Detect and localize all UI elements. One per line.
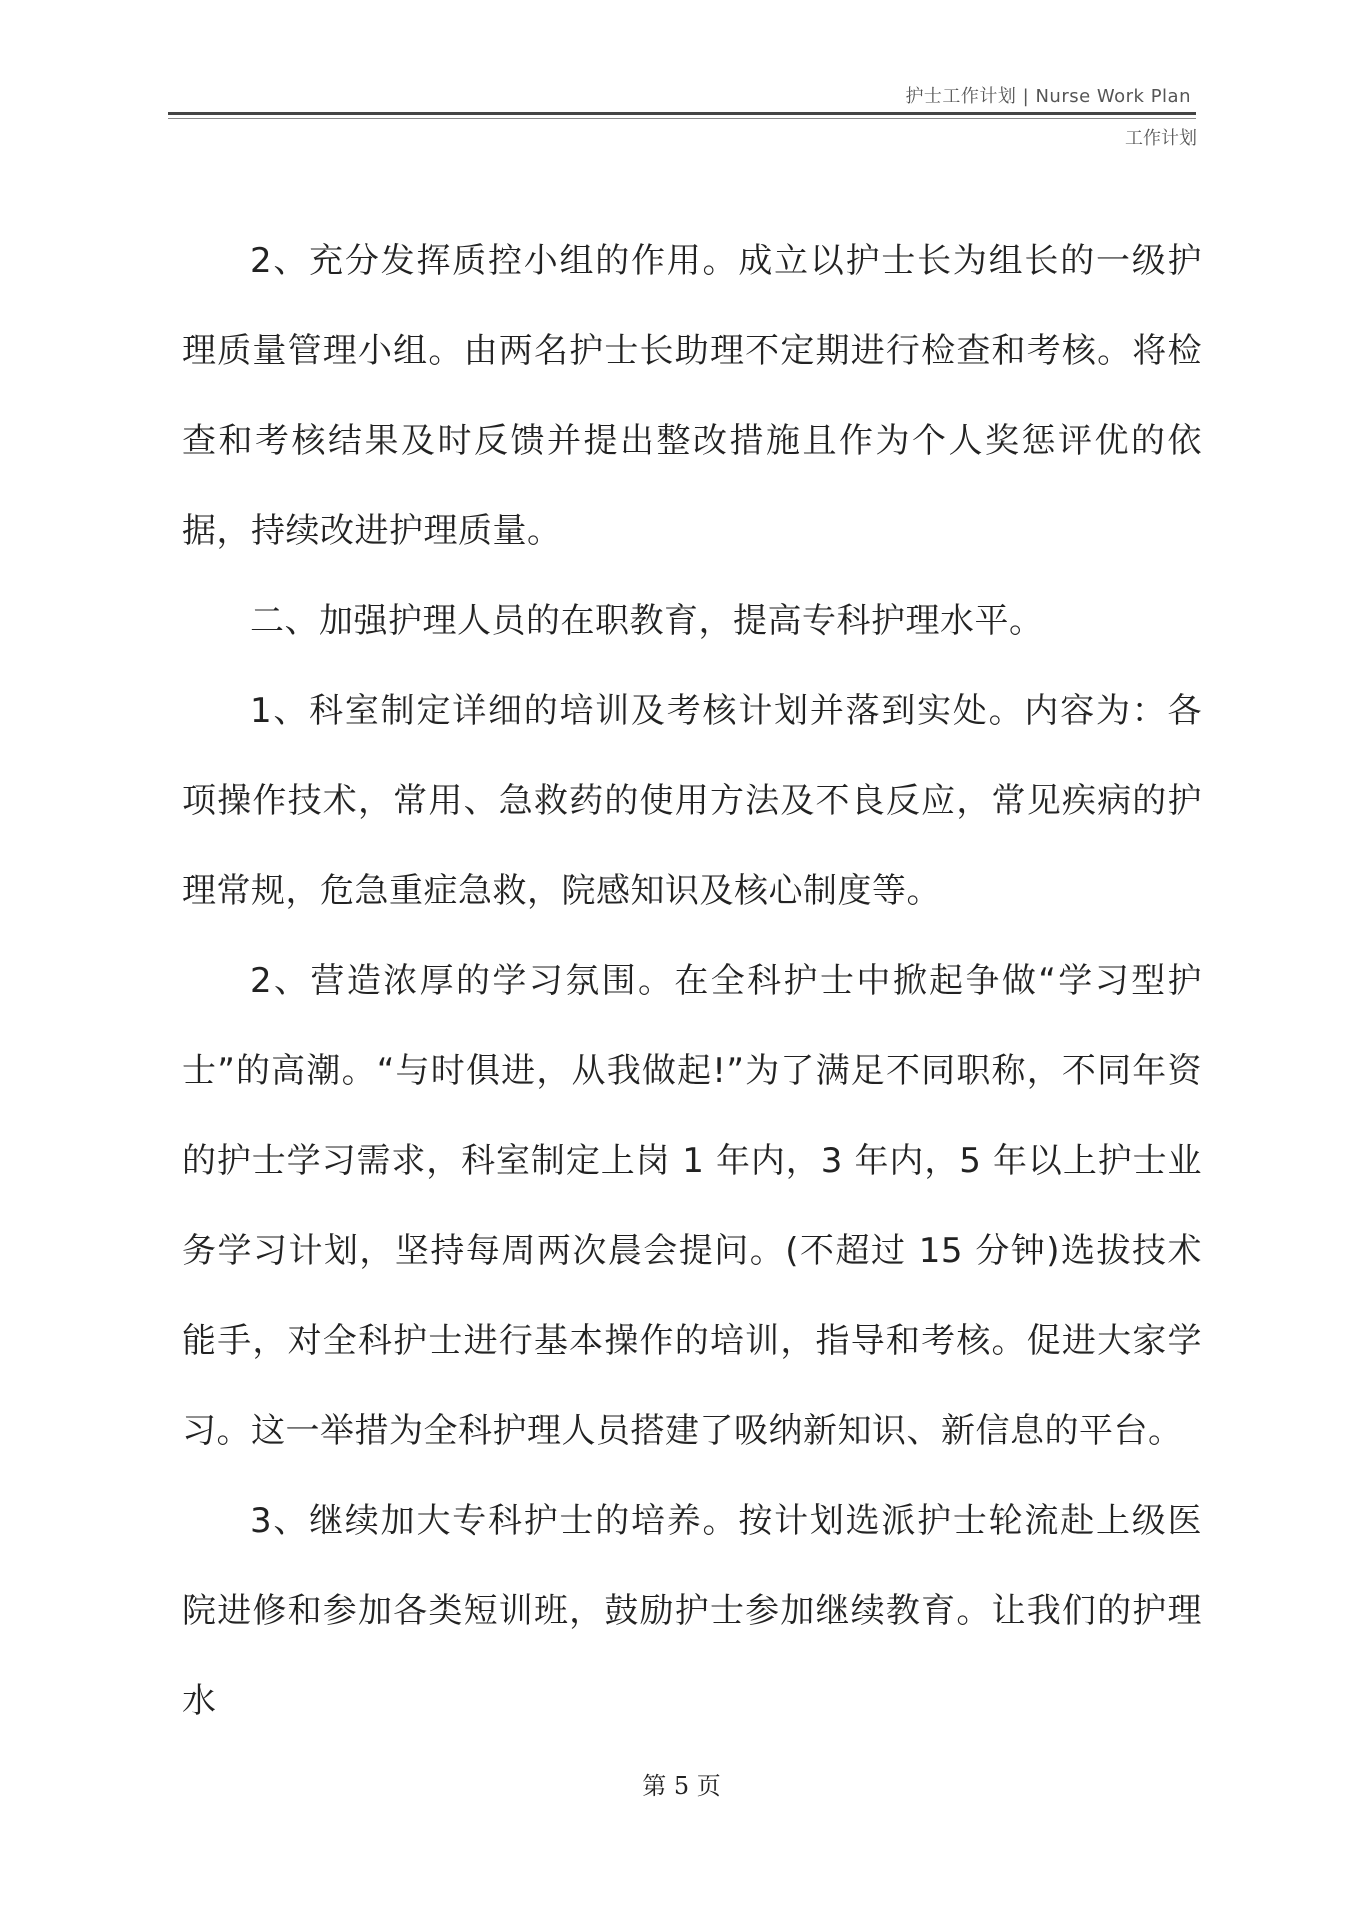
header-divider-thin xyxy=(168,118,1196,119)
paragraph-specialist-training: 3、继续加大专科护士的培养。按计划选派护士轮流赴上级医院进修和参加各类短训班，鼓励护士参加继续教育。让我们的护理水 xyxy=(182,1501,1202,1721)
document-body xyxy=(182,216,1202,1746)
paragraph-learning-atmosphere: 2、营造浓厚的学习氛围。在全科护士中掀起争做“学习型护士”的高潮。“与时俱进，从我做起!”为了满足不同职称，不同年资的护士学习需求，科室制定上岗 1 年内，3 年内，5 年以上护士业务学习计划，坚持每周两次晨会提问。(不超过 15 分钟)选拔技术能手，对全科护士进行基本操作的培训，指导和考核。促进大家学习。这一举措为全科护理人员搭建了吸纳新知识、新信息的平台。 xyxy=(182,961,1202,1451)
paragraph-training-plan: 1、科室制定详细的培训及考核计划并落到实处。内容为：各项操作技术，常用、急救药的使用方法及不良反应，常见疾病的护理常规，危急重症急救，院感知识及核心制度等。 xyxy=(182,691,1202,911)
page-number: 第 5 页 xyxy=(642,1772,721,1800)
paragraph-quality-control: 2、充分发挥质控小组的作用。成立以护士长为组长的一级护理质量管理小组。由两名护士长助理不定期进行检查和考核。将检查和考核结果及时反馈并提出整改措施且作为个人奖惩评优的依据，持续改进护理质量。 xyxy=(182,241,1202,551)
running-header-subtitle: 工作计划 xyxy=(1125,128,1197,149)
paragraph-section-two-heading: 二、加强护理人员的在职教育，提高专科护理水平。 xyxy=(250,601,1044,641)
running-header-title: 护士工作计划 | Nurse Work Plan xyxy=(905,86,1191,107)
header-divider xyxy=(168,112,1196,115)
